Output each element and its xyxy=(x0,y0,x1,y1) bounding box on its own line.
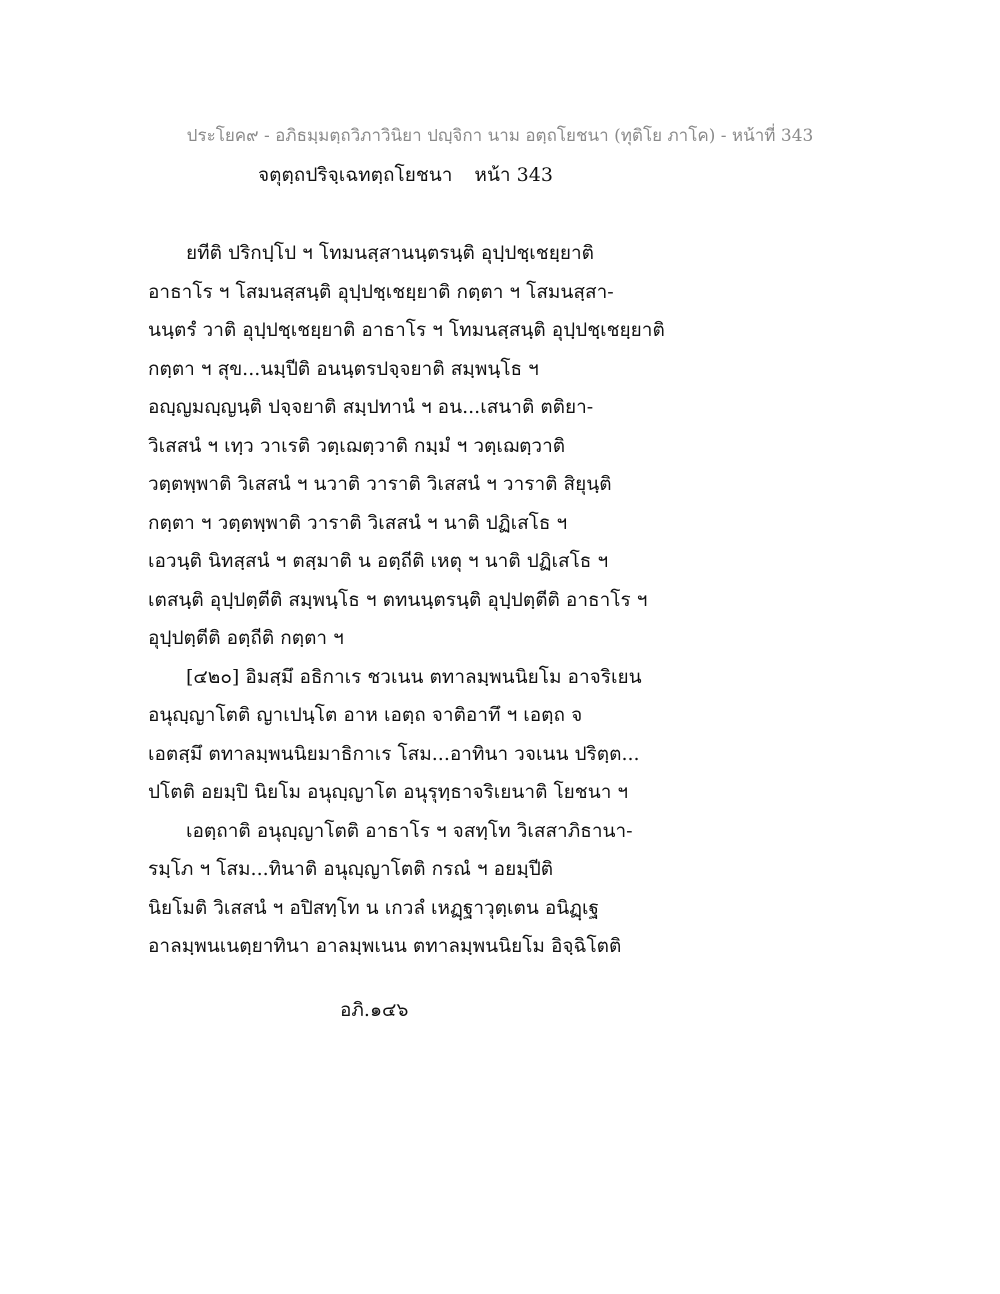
text-line: รมฺโภ ฯ โสม...ทินาติ อนุญฺญาโตติ กรณํ ฯ อยมฺปีติ xyxy=(148,858,554,880)
text-line: เอตฺถาติ อนุญฺญาโตติ อาธาโร ฯ จสทฺโท วิเสสาภิธานา- xyxy=(186,819,633,842)
text-line: [๔๒๐] อิมสฺมึ อธิกาเร ชวเนน ตทาลมฺพนนิยโม อาจริเยน xyxy=(186,665,642,688)
text-line: วิเสสนํ ฯ เทฺว วาเรติ วตฺเฌตฺวาติ กมฺมํ ฯ วตฺเฌตฺวาติ xyxy=(148,434,566,457)
text-line: อาธาโร ฯ โสมนสฺสนฺติ อุปฺปชฺเชยฺยาติ กตฺตา ฯ โสมนสฺสา- xyxy=(148,280,614,303)
text-line: ปโตติ อยมฺปิ นิยโม อนุญฺญาโต อนุรุทฺธาจริเยนาติ โยชนา ฯ xyxy=(148,781,629,803)
text-line: นิยโมติ วิเสสนํ ฯ อปิสทฺโท น เกวลํ เหฏฺฐาวุตฺเตน อนิฏฺเฐ xyxy=(148,896,599,919)
text-line: กตฺตา ฯ วตฺตพฺพาติ วาราติ วิเสสนํ ฯ นาติ ปฏิเสโธ ฯ xyxy=(148,511,568,534)
chapter-title xyxy=(258,160,575,190)
text-line: อญฺญมญฺญนฺติ ปจฺจยาติ สมฺปทานํ ฯ อน...เสนาติ ตติยา- xyxy=(148,396,594,418)
text-line: อุปฺปตฺตีติ อตฺถีติ กตฺตา ฯ xyxy=(148,627,344,649)
text-line: นนฺตรํ วาติ อุปฺปชฺเชยฺยาติ อาธาโร ฯ โทมนสฺสนฺติ อุปฺปชฺเชยฺยาติ xyxy=(148,319,665,341)
text-line: เตสนฺติ อุปฺปตฺตีติ สมฺพนฺโธ ฯ ตทนนฺตรนฺติ อุปฺปตฺตีติ อาธาโร ฯ xyxy=(148,588,648,611)
running-header: ประโยค๙ - อภิธมฺมตฺถวิภาวินิยา ปญฺจิกา นาม อตฺถโยชนา (ทุติโย ภาโค) - หน้าที่ 343 xyxy=(186,126,814,146)
body-text xyxy=(148,234,708,966)
text-line: ยทีติ ปริกปฺโป ฯ โทมนสฺสานนฺตรนฺติ อุปฺปชฺเชยฺยาติ xyxy=(186,242,594,264)
text-line: อนุญฺญาโตติ ญาเปนฺโต อาห เอตฺถ จาติอาทึ ฯ เอตฺถ จ xyxy=(148,704,583,726)
text-line: เอวนฺติ นิทสฺสนํ ฯ ตสฺมาติ น อตฺถีติ เหตุ ฯ นาติ ปฏิเสโธ ฯ xyxy=(148,550,609,572)
chapter-title-text: จตุตฺถปริจฺเฉทตฺถโยชนา xyxy=(258,164,453,186)
text-line: กตฺตา ฯ สุข...นมฺปีติ อนนฺตรปจฺจยาติ สมฺพนฺโธ ฯ xyxy=(148,357,539,380)
chapter-page-label: หน้า 343 xyxy=(474,164,553,186)
text-line: อาลมฺพนเนตฺยาทินา อาลมฺพเนน ตทาลมฺพนนิยโม อิจฺฉิโตติ xyxy=(148,935,622,957)
text-line: วตฺตพฺพาติ วิเสสนํ ฯ นวาติ วาราติ วิเสสนํ ฯ วาราติ สิยุนฺติ xyxy=(148,473,612,495)
text-line: เอตสฺมึ ตทาลมฺพนนิยมาธิกาเร โสม...อาทินา วจเนน ปริตฺต... xyxy=(148,742,640,765)
footer-reference: อภิ.๑๔๖ xyxy=(340,999,409,1021)
